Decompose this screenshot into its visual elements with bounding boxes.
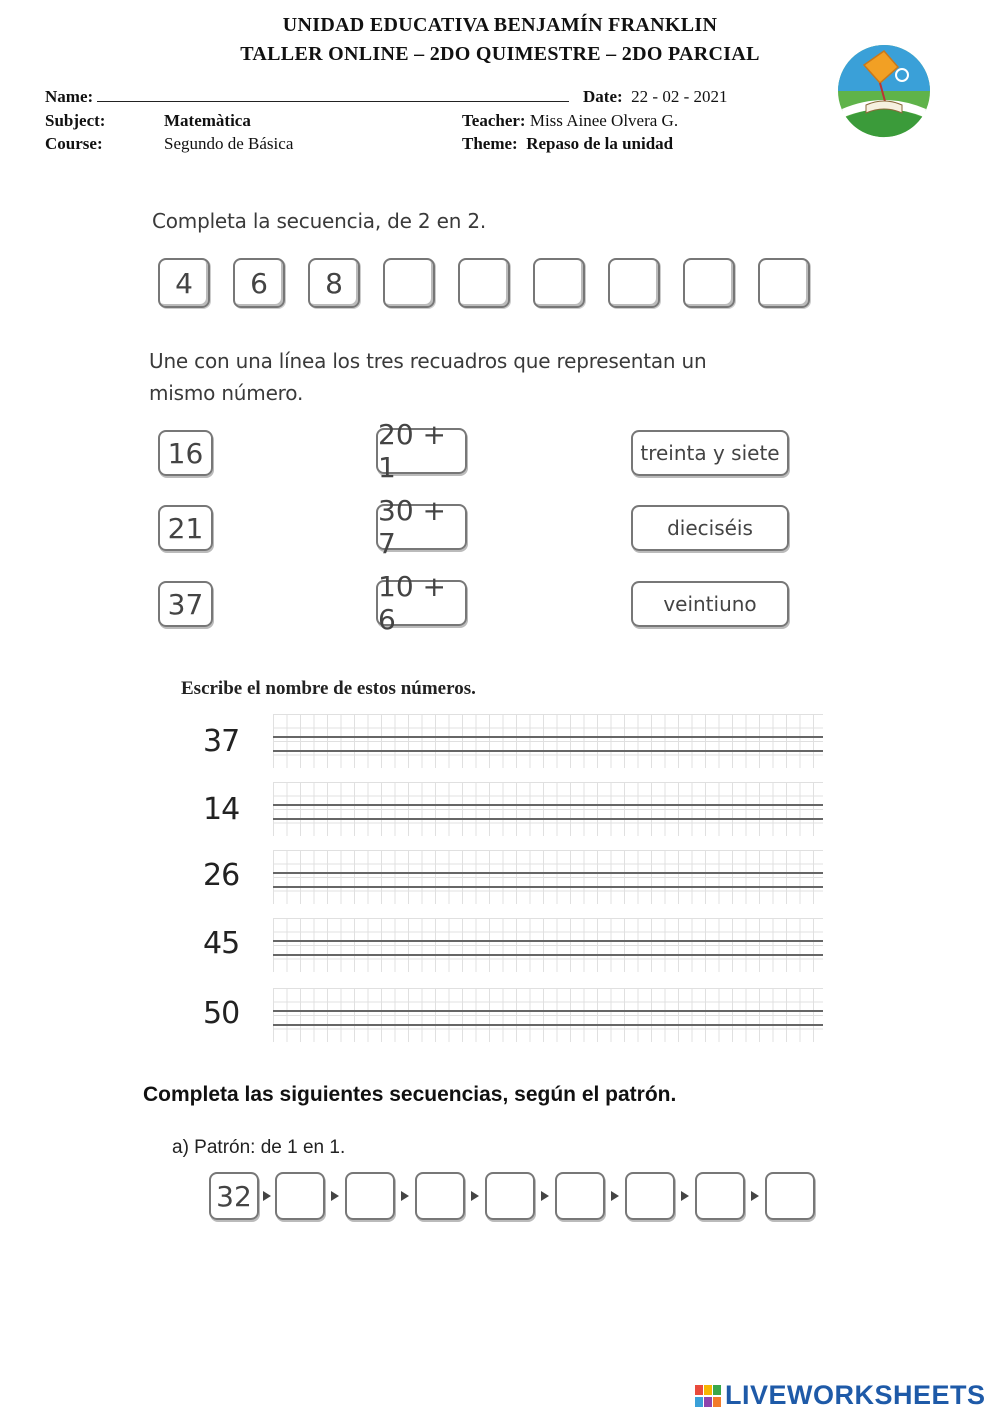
chain-answer-box[interactable] bbox=[625, 1172, 675, 1220]
number-label: 45 bbox=[203, 926, 240, 961]
writing-grid[interactable] bbox=[273, 918, 823, 972]
arrow-right-icon bbox=[751, 1191, 759, 1201]
match-instruction-line1: Une con una línea los tres recuadros que representan un bbox=[149, 349, 707, 373]
theme-row bbox=[462, 134, 673, 154]
sequence-answer-box[interactable] bbox=[608, 258, 660, 308]
sequence-box: 8 bbox=[308, 258, 360, 308]
pattern-instruction: Completa las siguientes secuencias, según el patrón. bbox=[143, 1083, 677, 1106]
sequence-instruction: Completa la secuencia, de 2 en 2. bbox=[152, 209, 487, 233]
number-label: 14 bbox=[203, 792, 240, 827]
match-number-box[interactable]: 21 bbox=[158, 505, 213, 551]
match-sum-box[interactable]: 20 + 1 bbox=[376, 428, 467, 474]
chain-answer-box[interactable] bbox=[345, 1172, 395, 1220]
write-names-instruction: Escribe el nombre de estos números. bbox=[181, 678, 476, 699]
arrow-right-icon bbox=[611, 1191, 619, 1201]
chain-answer-box[interactable] bbox=[555, 1172, 605, 1220]
teacher-label: Teacher: bbox=[462, 111, 526, 130]
match-sum-box[interactable]: 30 + 7 bbox=[376, 504, 467, 550]
name-blank-line[interactable] bbox=[97, 87, 569, 102]
match-number-box[interactable]: 16 bbox=[158, 430, 213, 476]
teacher-value: Miss Ainee Olvera G. bbox=[529, 111, 679, 130]
arrow-right-icon bbox=[263, 1191, 271, 1201]
date-value: 22 - 02 - 2021 bbox=[631, 87, 728, 106]
sequence-answer-box[interactable] bbox=[383, 258, 435, 308]
arrow-right-icon bbox=[401, 1191, 409, 1201]
theme-value: Repaso de la unidad bbox=[526, 134, 674, 153]
sequence-answer-box[interactable] bbox=[683, 258, 735, 308]
chain-answer-box[interactable] bbox=[695, 1172, 745, 1220]
date-label: Date: bbox=[583, 87, 623, 106]
writing-grid[interactable] bbox=[273, 782, 823, 836]
sequence-answer-box[interactable] bbox=[758, 258, 810, 308]
sequence-row bbox=[158, 258, 810, 308]
subject-value: Matemàtica bbox=[164, 111, 251, 130]
writing-grid[interactable] bbox=[273, 988, 823, 1042]
sequence-answer-box[interactable] bbox=[533, 258, 585, 308]
worksheet-subtitle: TALLER ONLINE – 2DO QUIMESTRE – 2DO PARCIAL bbox=[240, 43, 760, 65]
chain-answer-box[interactable] bbox=[415, 1172, 465, 1220]
arrow-right-icon bbox=[541, 1191, 549, 1201]
sequence-box: 6 bbox=[233, 258, 285, 308]
arrow-right-icon bbox=[331, 1191, 339, 1201]
match-number-box[interactable]: 37 bbox=[158, 581, 213, 627]
course-label: Course: bbox=[45, 134, 103, 153]
writing-grid[interactable] bbox=[273, 714, 823, 768]
date-row bbox=[583, 87, 727, 107]
sequence-box: 4 bbox=[158, 258, 210, 308]
arrow-right-icon bbox=[471, 1191, 479, 1201]
course-value: Segundo de Básica bbox=[164, 134, 294, 153]
writing-grid[interactable] bbox=[273, 850, 823, 904]
liveworksheets-icon bbox=[695, 1385, 723, 1407]
chain-answer-box[interactable] bbox=[765, 1172, 815, 1220]
pattern-item-a: a) Patrón: de 1 en 1. bbox=[172, 1137, 346, 1158]
match-sum-box[interactable]: 10 + 6 bbox=[376, 580, 467, 626]
teacher-row bbox=[462, 111, 678, 131]
sequence-answer-box[interactable] bbox=[458, 258, 510, 308]
school-logo-icon bbox=[836, 43, 932, 139]
number-label: 26 bbox=[203, 858, 240, 893]
name-field[interactable] bbox=[45, 87, 569, 107]
theme-label: Theme: bbox=[462, 134, 518, 153]
arrow-right-icon bbox=[681, 1191, 689, 1201]
match-word-box[interactable]: veintiuno bbox=[631, 581, 789, 627]
name-label: Name: bbox=[45, 87, 94, 106]
subject-label: Subject: bbox=[45, 111, 106, 130]
number-label: 50 bbox=[203, 996, 240, 1031]
chain-answer-box[interactable] bbox=[485, 1172, 535, 1220]
number-label: 37 bbox=[203, 724, 240, 759]
liveworksheets-logo bbox=[695, 1380, 986, 1411]
match-word-box[interactable]: treinta y siete bbox=[631, 430, 789, 476]
chain-answer-box[interactable] bbox=[275, 1172, 325, 1220]
liveworksheets-brand: LIVEWORKSHEETS bbox=[725, 1380, 986, 1410]
chain-start-box: 32 bbox=[209, 1172, 259, 1220]
match-word-box[interactable]: dieciséis bbox=[631, 505, 789, 551]
school-title: UNIDAD EDUCATIVA BENJAMÍN FRANKLIN bbox=[282, 14, 718, 36]
match-instruction-line2: mismo número. bbox=[149, 381, 304, 405]
pattern-chain bbox=[209, 1172, 815, 1220]
